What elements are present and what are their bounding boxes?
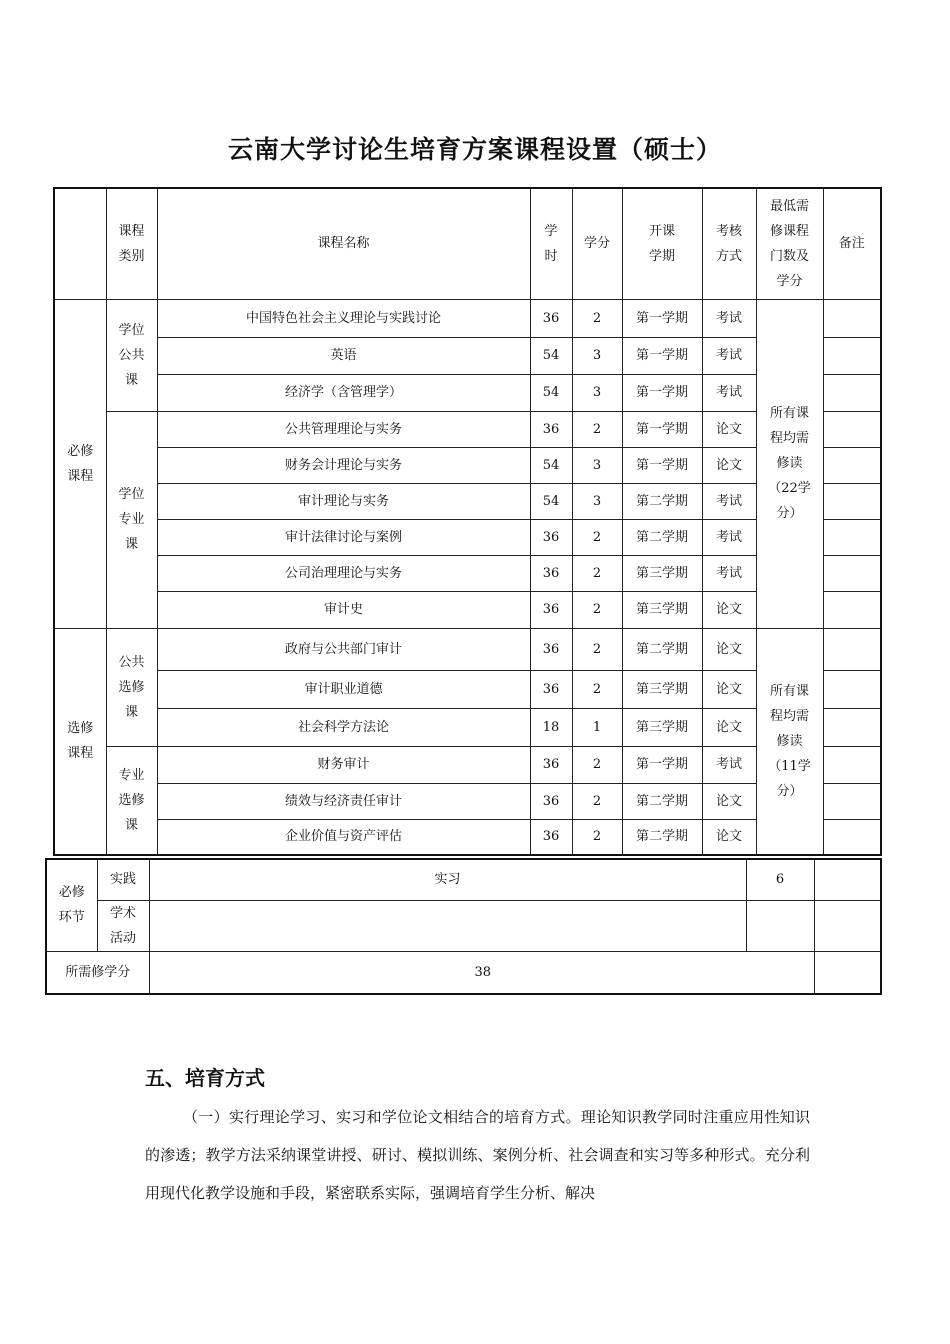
course-remark: [823, 555, 881, 591]
course-hours: 36: [530, 670, 572, 708]
course-remark: [823, 411, 881, 447]
header-course-name: 课程名称: [157, 188, 530, 299]
subgroup-degree-public: 学位 公共 课: [106, 299, 157, 411]
course-credits: 2: [572, 519, 622, 555]
course-exam: 考试: [702, 519, 756, 555]
course-remark: [823, 783, 881, 819]
course-hours: 54: [530, 447, 572, 483]
course-exam: 论文: [702, 708, 756, 746]
header-min-required: 最低需 修课程 门数及 学分: [756, 188, 823, 299]
course-semester: 第三学期: [622, 591, 702, 628]
course-name: 中国特色社会主义理论与实践讨论: [157, 299, 530, 337]
group-required: 必修 课程: [54, 299, 106, 628]
header-semester: 开课 学期: [622, 188, 702, 299]
table-row: [46, 900, 881, 951]
subgroup-degree-major: 学位 专业 课: [106, 411, 157, 628]
course-semester: 第一学期: [622, 746, 702, 783]
course-remark: [823, 374, 881, 411]
course-semester: 第二学期: [622, 628, 702, 670]
header-exam: 考核 方式: [702, 188, 756, 299]
course-credits: 3: [572, 483, 622, 519]
course-hours: 36: [530, 555, 572, 591]
course-exam: 论文: [702, 591, 756, 628]
course-semester: 第三学期: [622, 670, 702, 708]
course-credits: 2: [572, 299, 622, 337]
course-semester: 第三学期: [622, 708, 702, 746]
elective-note: 所有课 程均需 修读 （11学 分）: [756, 628, 823, 855]
course-remark: [823, 819, 881, 855]
course-name: 审计法律讨论与案例: [157, 519, 530, 555]
course-credits: 2: [572, 591, 622, 628]
required-note: 所有课 程均需 修读 （22学 分）: [756, 299, 823, 628]
course-remark: [823, 708, 881, 746]
course-semester: 第一学期: [622, 374, 702, 411]
course-name: 绩效与经济责任审计: [157, 783, 530, 819]
course-credits: 1: [572, 708, 622, 746]
course-name: 财务审计: [157, 746, 530, 783]
table-row: [46, 859, 881, 900]
course-name: 审计职业道德: [157, 670, 530, 708]
academic-activity-content: [149, 900, 746, 951]
course-hours: 36: [530, 591, 572, 628]
summary-table: [45, 858, 882, 995]
internship-label: 实习: [149, 859, 746, 900]
course-hours: 18: [530, 708, 572, 746]
course-hours: 36: [530, 819, 572, 855]
course-semester: 第一学期: [622, 447, 702, 483]
course-semester: 第二学期: [622, 783, 702, 819]
course-credits: 2: [572, 746, 622, 783]
table-row: [54, 628, 881, 670]
course-semester: 第二学期: [622, 819, 702, 855]
course-semester: 第一学期: [622, 337, 702, 374]
subgroup-public-elective: 公共 选修 课: [106, 628, 157, 746]
course-hours: 36: [530, 411, 572, 447]
course-hours: 36: [530, 519, 572, 555]
course-semester: 第二学期: [622, 483, 702, 519]
course-hours: 36: [530, 746, 572, 783]
course-remark: [823, 628, 881, 670]
course-semester: 第一学期: [622, 411, 702, 447]
course-name: 公司治理理论与实务: [157, 555, 530, 591]
course-hours: 54: [530, 374, 572, 411]
course-name: 社会科学方法论: [157, 708, 530, 746]
header-blank: [54, 188, 106, 299]
course-remark: [823, 299, 881, 337]
page-title: 云南大学讨论生培育方案课程设置（硕士）: [227, 135, 722, 164]
course-exam: 论文: [702, 670, 756, 708]
course-name: 企业价值与资产评估: [157, 819, 530, 855]
course-remark: [823, 337, 881, 374]
table-row: [54, 299, 881, 337]
group-elective: 选修 课程: [54, 628, 106, 855]
course-exam: 考试: [702, 555, 756, 591]
course-exam: 考试: [702, 746, 756, 783]
course-hours: 36: [530, 299, 572, 337]
course-credits: 3: [572, 337, 622, 374]
course-exam: 论文: [702, 447, 756, 483]
header-category: 课程 类别: [106, 188, 157, 299]
course-name: 审计史: [157, 591, 530, 628]
course-credits: 2: [572, 411, 622, 447]
course-exam: 考试: [702, 483, 756, 519]
course-exam: 论文: [702, 819, 756, 855]
total-credits-value: 38: [149, 951, 814, 994]
course-remark: [823, 670, 881, 708]
course-exam: 论文: [702, 628, 756, 670]
course-name: 财务会计理论与实务: [157, 447, 530, 483]
course-credits: 2: [572, 555, 622, 591]
header-hours: 学 时: [530, 188, 572, 299]
academic-activity-label: 学术 活动: [97, 900, 149, 951]
course-exam: 论文: [702, 783, 756, 819]
course-name: 审计理论与实务: [157, 483, 530, 519]
course-remark: [823, 447, 881, 483]
course-credits: 3: [572, 447, 622, 483]
course-hours: 54: [530, 337, 572, 374]
course-credits: 2: [572, 670, 622, 708]
course-name: 公共管理理论与实务: [157, 411, 530, 447]
course-exam: 考试: [702, 299, 756, 337]
table-header-row: [54, 188, 881, 299]
course-exam: 考试: [702, 337, 756, 374]
course-remark: [823, 483, 881, 519]
course-hours: 36: [530, 783, 572, 819]
total-credits-remark: [814, 951, 881, 994]
course-credits: 2: [572, 819, 622, 855]
course-semester: 第三学期: [622, 555, 702, 591]
course-name: 经济学（含管理学）: [157, 374, 530, 411]
subgroup-major-elective: 专业 选修 课: [106, 746, 157, 855]
practice-label: 实践: [97, 859, 149, 900]
academic-activity-credits: [746, 900, 814, 951]
course-credits: 2: [572, 783, 622, 819]
header-remark: 备注: [823, 188, 881, 299]
course-semester: 第一学期: [622, 299, 702, 337]
header-credits: 学分: [572, 188, 622, 299]
course-hours: 54: [530, 483, 572, 519]
course-credits: 2: [572, 628, 622, 670]
required-link-label: 必修 环节: [46, 859, 97, 951]
table-row: [46, 951, 881, 994]
course-name: 英语: [157, 337, 530, 374]
section-heading: 五、培育方式: [145, 1066, 265, 1090]
internship-credits: 6: [746, 859, 814, 900]
course-credits: 3: [572, 374, 622, 411]
section-paragraph: （一）实行理论学习、实习和学位论文相结合的培育方式。理论知识教学同时注重应用性知识的渗透；教学方法采纳课堂讲授、研讨、模拟训练、案例分析、社会调查和实习等多种形式。充分利用现代化教学设施和手段，紧密联系实际，强调培育学生分析、解决: [145, 1108, 810, 1202]
course-exam: 考试: [702, 374, 756, 411]
course-remark: [823, 519, 881, 555]
course-semester: 第二学期: [622, 519, 702, 555]
course-remark: [823, 746, 881, 783]
course-name: 政府与公共部门审计: [157, 628, 530, 670]
academic-activity-remark: [814, 900, 881, 951]
course-hours: 36: [530, 628, 572, 670]
course-remark: [823, 591, 881, 628]
total-credits-label: 所需修学分: [46, 951, 149, 994]
internship-remark: [814, 859, 881, 900]
course-exam: 论文: [702, 411, 756, 447]
course-table: [53, 187, 882, 856]
